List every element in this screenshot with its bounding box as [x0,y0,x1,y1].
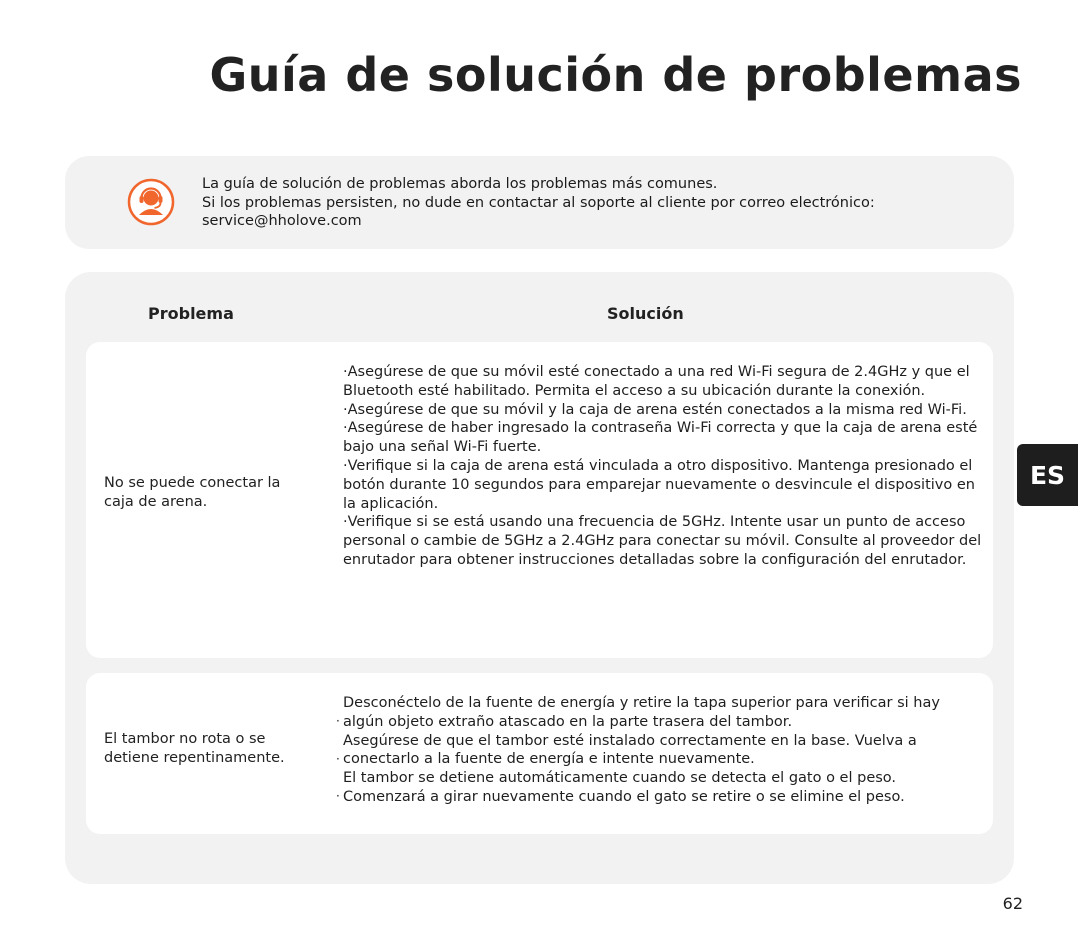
solution-text: Desconéctelo de la fuente de energía y retire la tapa superior para verificar si hay algún objeto extraño atascado en la parte trasera del tambor. [343,695,940,730]
intro-line: La guía de solución de problemas aborda los problemas más comunes. [202,176,718,192]
language-tab: ES [1017,444,1078,506]
support-agent-icon [127,178,175,226]
solution-item: ·Verifique si la caja de arena está vinculada a otro dispositivo. Mantenga presionado el botón durante 10 segundos para emparejar nuevamente o desvincule el dispositivo en la aplicación. [343,457,975,512]
bullet-dot: · [336,751,340,766]
problem-text: El tambor no rota o se detiene repentinamente. [104,731,285,766]
page-number: 62 [1002,894,1023,913]
support-email: service@hholove.com [202,213,362,229]
solution-item: ·Asegúrese de que su móvil y la caja de arena estén conectados a la misma red Wi-Fi. [343,401,967,418]
solution-item [336,769,983,807]
intro-box [65,156,1014,249]
solution-text: El tambor se detiene automáticamente cuando se detecta el gato o el peso. Comenzará a girar nuevamente cuando el gato se retire o se elimine el peso. [343,770,905,805]
intro-text [202,175,875,231]
bullet-dot: · [336,789,340,804]
solution-text: Asegúrese de que el tambor esté instalado correctamente en la base. Vuelva a conectarlo a la fuente de energía e intente nuevamente. [343,732,917,768]
solution-item [336,694,983,732]
bullet-dot: · [336,714,340,728]
solution-item: ·Verifique si se está usando una frecuencia de 5GHz. Intente usar un punto de acceso personal o cambie de 5GHz a 2.4GHz para conectar su móvil. Consulte al proveedor del enrutador para obtener instrucciones detalladas sobre la configuración del enrutador. [343,514,982,568]
solution-item: ·Asegúrese de que su móvil esté conectado a una red Wi-Fi segura de 2.4GHz y que el Bluetooth esté habilitado. Permita el acceso a su ubicación durante la conexión. [343,364,970,399]
solution-item [336,732,983,770]
table-row [86,673,993,834]
solution-item: ·Asegúrese de haber ingresado la contraseña Wi-Fi correcta y que la caja de arena esté bajo una señal Wi-Fi fuerte. [343,420,978,456]
solution-list [336,694,983,807]
table-row [86,342,993,658]
solution-column-header: Solución [607,304,684,323]
problem-column-header: Problema [148,304,234,323]
troubleshooting-table [65,272,1014,884]
solution-list [343,363,983,570]
problem-text: No se puede conectar la caja de arena. [104,475,281,510]
intro-line: Si los problemas persisten, no dude en contactar al soporte al cliente por correo electrónico: [202,194,875,211]
page-title: Guía de solución de problemas [209,48,1022,102]
